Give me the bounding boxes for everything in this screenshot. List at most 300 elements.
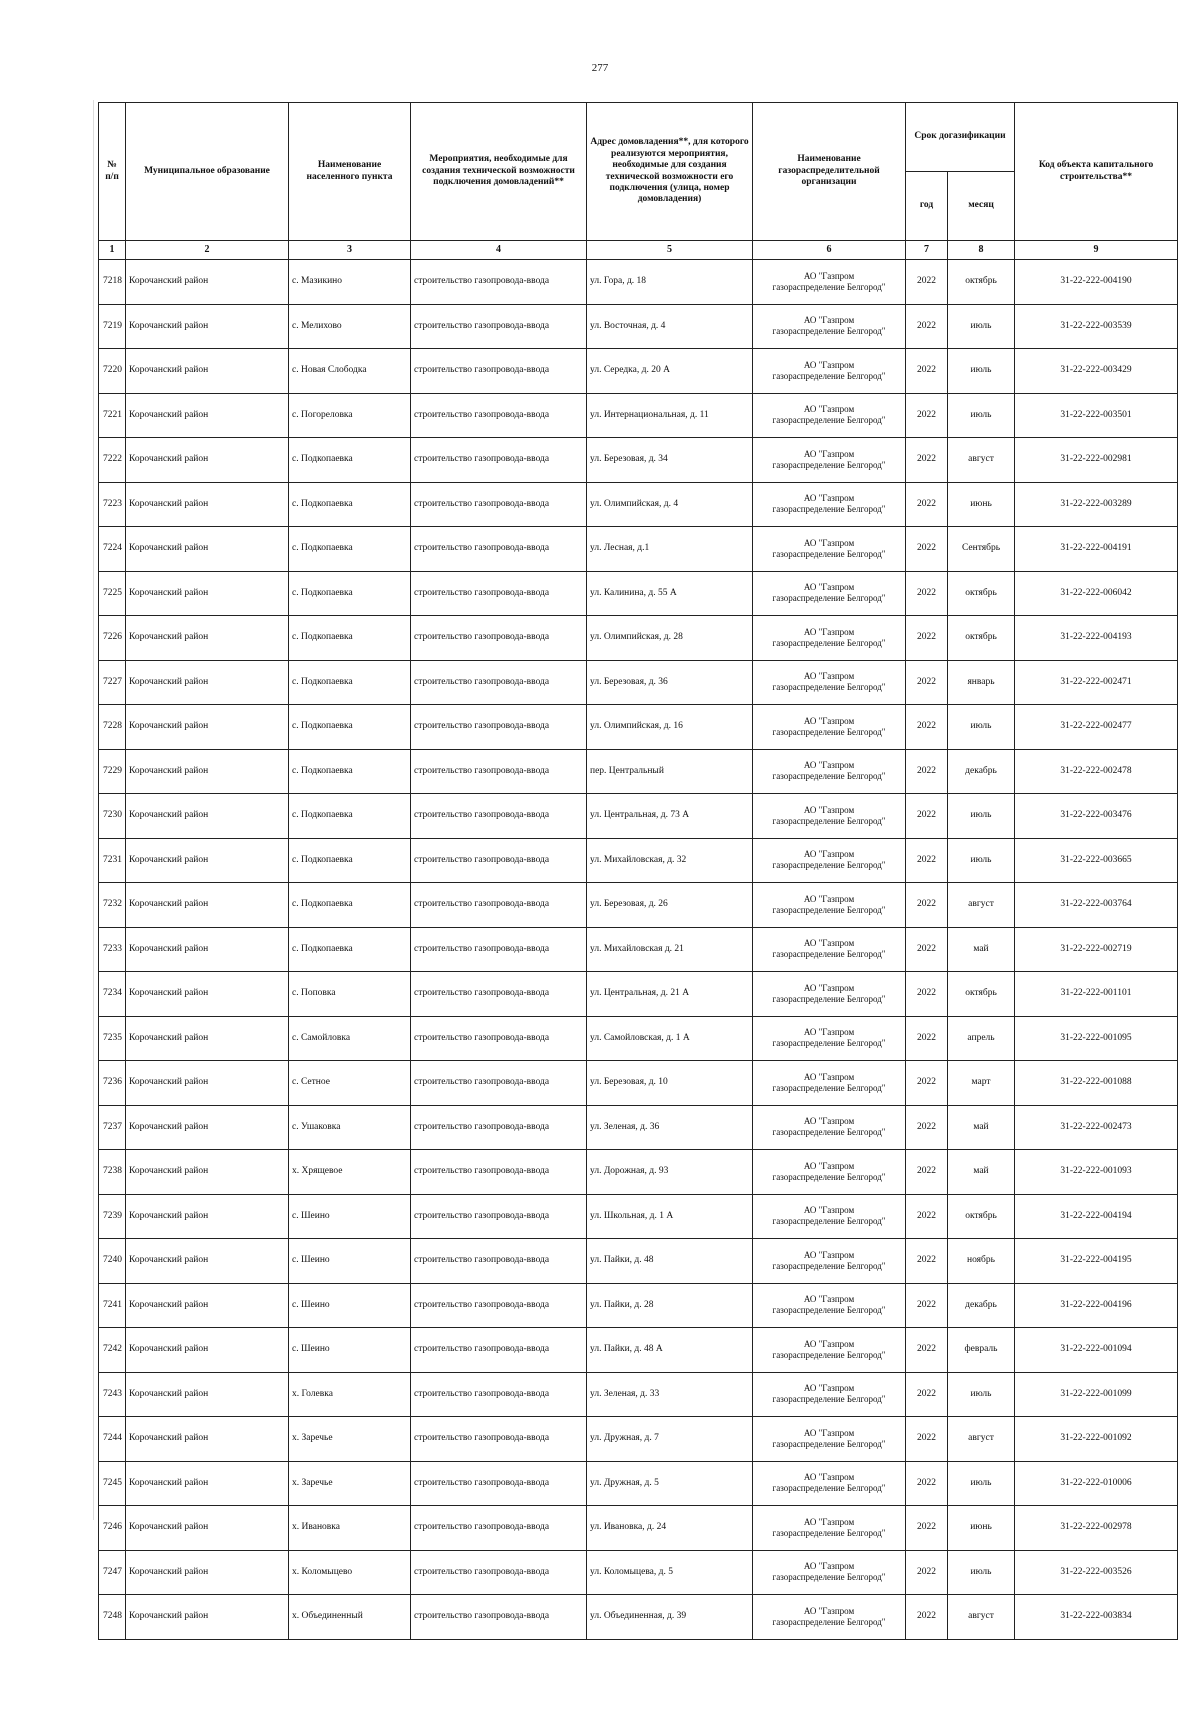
municipality-cell: Корочанский район — [126, 794, 289, 839]
org-cell — [753, 527, 906, 572]
year-cell: 2022 — [906, 660, 948, 705]
measure-cell: строительство газопровода-ввода — [411, 660, 587, 705]
org-name-line2: газораспределение Белгород" — [772, 726, 886, 737]
year-cell: 2022 — [906, 1506, 948, 1551]
row-number: 7224 — [99, 527, 126, 572]
year-cell: 2022 — [906, 349, 948, 394]
row-number: 7229 — [99, 749, 126, 794]
measure-cell: строительство газопровода-ввода — [411, 1283, 587, 1328]
settlement-cell: с. Подкопаевка — [289, 438, 411, 483]
month-cell: Сентябрь — [948, 527, 1015, 572]
org-cell — [753, 660, 906, 705]
table-row — [99, 482, 1178, 527]
org-name-line2: газораспределение Белгород" — [772, 993, 886, 1004]
org-name-line1: АО "Газпром — [803, 715, 855, 726]
municipality-cell: Корочанский район — [126, 1461, 289, 1506]
table-row — [99, 972, 1178, 1017]
settlement-cell: с. Подкопаевка — [289, 571, 411, 616]
org-name-line1: АО "Газпром — [803, 893, 855, 904]
settlement-cell: с. Подкопаевка — [289, 705, 411, 750]
year-cell: 2022 — [906, 438, 948, 483]
row-number: 7244 — [99, 1417, 126, 1462]
code-cell: 31-22-222-001095 — [1015, 1016, 1178, 1061]
code-cell: 31-22-222-002981 — [1015, 438, 1178, 483]
address-cell: ул. Зеленая, д. 33 — [587, 1372, 753, 1417]
column-number: 2 — [126, 241, 289, 260]
settlement-cell: с. Шеино — [289, 1283, 411, 1328]
org-name-line1: АО "Газпром — [803, 315, 855, 326]
column-number: 3 — [289, 241, 411, 260]
year-cell: 2022 — [906, 527, 948, 572]
year-cell: 2022 — [906, 838, 948, 883]
org-name-line2: газораспределение Белгород" — [772, 326, 886, 337]
org-cell — [753, 883, 906, 928]
org-name-line2: газораспределение Белгород" — [772, 1082, 886, 1093]
org-name-line2: газораспределение Белгород" — [772, 281, 886, 292]
measure-cell: строительство газопровода-ввода — [411, 527, 587, 572]
measure-cell: строительство газопровода-ввода — [411, 1372, 587, 1417]
municipality-cell: Корочанский район — [126, 571, 289, 616]
org-cell — [753, 1595, 906, 1640]
org-name-line1: АО "Газпром — [803, 1427, 855, 1438]
year-cell: 2022 — [906, 616, 948, 661]
month-cell: ноябрь — [948, 1239, 1015, 1284]
address-cell: ул. Центральная, д. 21 А — [587, 972, 753, 1017]
year-cell: 2022 — [906, 393, 948, 438]
address-cell: ул. Михайловская д. 21 — [587, 927, 753, 972]
settlement-cell: х. Коломыцево — [289, 1550, 411, 1595]
row-number: 7239 — [99, 1194, 126, 1239]
municipality-cell: Корочанский район — [126, 1550, 289, 1595]
settlement-cell: с. Подкопаевка — [289, 660, 411, 705]
table-body — [99, 260, 1178, 1640]
measure-cell: строительство газопровода-ввода — [411, 972, 587, 1017]
column-number: 6 — [753, 241, 906, 260]
year-cell: 2022 — [906, 571, 948, 616]
municipality-cell: Корочанский район — [126, 838, 289, 883]
municipality-cell: Корочанский район — [126, 304, 289, 349]
table-row — [99, 1105, 1178, 1150]
table-row — [99, 616, 1178, 661]
settlement-cell: с. Шеино — [289, 1328, 411, 1373]
code-cell: 31-22-222-004194 — [1015, 1194, 1178, 1239]
settlement-cell: с. Погореловка — [289, 393, 411, 438]
code-cell: 31-22-222-003764 — [1015, 883, 1178, 928]
org-name-line1: АО "Газпром — [803, 1383, 855, 1394]
municipality-cell: Корочанский район — [126, 1239, 289, 1284]
table-row — [99, 571, 1178, 616]
org-cell — [753, 571, 906, 616]
settlement-cell: с. Сетное — [289, 1061, 411, 1106]
row-number: 7230 — [99, 794, 126, 839]
org-cell — [753, 972, 906, 1017]
measure-cell: строительство газопровода-ввода — [411, 304, 587, 349]
address-cell: ул. Объединенная, д. 39 — [587, 1595, 753, 1640]
month-cell: август — [948, 883, 1015, 928]
year-cell: 2022 — [906, 1061, 948, 1106]
org-name-line1: АО "Газпром — [803, 270, 855, 281]
code-cell: 31-22-222-004196 — [1015, 1283, 1178, 1328]
org-name-line1: АО "Газпром — [803, 1160, 855, 1171]
code-cell: 31-22-222-004193 — [1015, 616, 1178, 661]
row-number: 7231 — [99, 838, 126, 883]
org-name-line2: газораспределение Белгород" — [772, 1127, 886, 1138]
address-cell: ул. Дружная, д. 7 — [587, 1417, 753, 1462]
org-name-line2: газораспределение Белгород" — [772, 949, 886, 960]
org-cell — [753, 1328, 906, 1373]
code-cell: 31-22-222-001099 — [1015, 1372, 1178, 1417]
column-numbers-row — [99, 241, 1178, 260]
org-name-line2: газораспределение Белгород" — [772, 815, 886, 826]
table-row — [99, 1239, 1178, 1284]
year-cell: 2022 — [906, 1239, 948, 1284]
org-name-line1: АО "Газпром — [803, 1605, 855, 1616]
month-cell: июнь — [948, 1506, 1015, 1551]
address-cell: ул. Олимпийская, д. 16 — [587, 705, 753, 750]
year-cell: 2022 — [906, 794, 948, 839]
month-cell: декабрь — [948, 1283, 1015, 1328]
table-row — [99, 794, 1178, 839]
org-name-line1: АО "Газпром — [803, 1338, 855, 1349]
municipality-cell: Корочанский район — [126, 438, 289, 483]
month-cell: май — [948, 927, 1015, 972]
month-cell: май — [948, 1150, 1015, 1195]
column-number: 7 — [906, 241, 948, 260]
org-name-line1: АО "Газпром — [803, 626, 855, 637]
org-cell — [753, 1417, 906, 1462]
year-cell: 2022 — [906, 1150, 948, 1195]
address-cell: ул. Калинина, д. 55 А — [587, 571, 753, 616]
municipality-cell: Корочанский район — [126, 527, 289, 572]
row-number: 7237 — [99, 1105, 126, 1150]
address-cell: ул. Лесная, д.1 — [587, 527, 753, 572]
settlement-cell: с. Самойловка — [289, 1016, 411, 1061]
address-cell: ул. Середка, д. 20 А — [587, 349, 753, 394]
month-cell: май — [948, 1105, 1015, 1150]
org-cell — [753, 1105, 906, 1150]
org-name-line1: АО "Газпром — [803, 1116, 855, 1127]
org-cell — [753, 438, 906, 483]
month-cell: август — [948, 438, 1015, 483]
month-cell: июль — [948, 1372, 1015, 1417]
settlement-cell: с. Мелихово — [289, 304, 411, 349]
month-cell: октябрь — [948, 616, 1015, 661]
year-cell: 2022 — [906, 1550, 948, 1595]
code-cell: 31-22-222-003834 — [1015, 1595, 1178, 1640]
table-row — [99, 260, 1178, 305]
settlement-cell: с. Поповка — [289, 972, 411, 1017]
org-name-line1: АО "Газпром — [803, 1027, 855, 1038]
code-cell: 31-22-222-003476 — [1015, 794, 1178, 839]
code-cell: 31-22-222-001088 — [1015, 1061, 1178, 1106]
settlement-cell: х. Голевка — [289, 1372, 411, 1417]
settlement-cell: с. Подкопаевка — [289, 527, 411, 572]
municipality-cell: Корочанский район — [126, 1150, 289, 1195]
settlement-cell: с. Подкопаевка — [289, 927, 411, 972]
municipality-cell: Корочанский район — [126, 482, 289, 527]
address-cell: ул. Зеленая, д. 36 — [587, 1105, 753, 1150]
year-cell: 2022 — [906, 883, 948, 928]
code-cell: 31-22-222-003526 — [1015, 1550, 1178, 1595]
org-cell — [753, 304, 906, 349]
month-cell: июль — [948, 1461, 1015, 1506]
org-name-line1: АО "Газпром — [803, 404, 855, 415]
month-cell: октябрь — [948, 972, 1015, 1017]
year-cell: 2022 — [906, 1283, 948, 1328]
org-name-line1: АО "Газпром — [803, 804, 855, 815]
header-address: Адрес домовладения**, для которого реализуются мероприятия, необходимые для создания технической возможности его подключения (улица, номер домовладения) — [587, 103, 753, 241]
address-cell: ул. Коломыцева, д. 5 — [587, 1550, 753, 1595]
municipality-cell: Корочанский район — [126, 1506, 289, 1551]
table-row — [99, 1283, 1178, 1328]
org-name-line2: газораспределение Белгород" — [772, 771, 886, 782]
row-number: 7240 — [99, 1239, 126, 1284]
month-cell: апрель — [948, 1016, 1015, 1061]
org-name-line1: АО "Газпром — [803, 1205, 855, 1216]
table-row — [99, 438, 1178, 483]
municipality-cell: Корочанский район — [126, 1283, 289, 1328]
row-number: 7222 — [99, 438, 126, 483]
month-cell: август — [948, 1417, 1015, 1462]
header-municipality: Муниципальное образование — [126, 103, 289, 241]
org-name-line2: газораспределение Белгород" — [772, 860, 886, 871]
org-name-line2: газораспределение Белгород" — [772, 682, 886, 693]
org-name-line2: газораспределение Белгород" — [772, 370, 886, 381]
org-name-line2: газораспределение Белгород" — [772, 1616, 886, 1627]
measure-cell: строительство газопровода-ввода — [411, 1328, 587, 1373]
header-settlement: Наименование населенного пункта — [289, 103, 411, 241]
org-name-line1: АО "Газпром — [803, 582, 855, 593]
address-cell: пер. Центральный — [587, 749, 753, 794]
table-row — [99, 660, 1178, 705]
address-cell: ул. Пайки, д. 48 — [587, 1239, 753, 1284]
year-cell: 2022 — [906, 749, 948, 794]
code-cell: 31-22-222-001101 — [1015, 972, 1178, 1017]
org-name-line2: газораспределение Белгород" — [772, 548, 886, 559]
address-cell: ул. Дорожная, д. 93 — [587, 1150, 753, 1195]
municipality-cell: Корочанский район — [126, 749, 289, 794]
table-row — [99, 1194, 1178, 1239]
municipality-cell: Корочанский район — [126, 705, 289, 750]
measure-cell: строительство газопровода-ввода — [411, 1150, 587, 1195]
org-name-line2: газораспределение Белгород" — [772, 1260, 886, 1271]
org-name-line1: АО "Газпром — [803, 671, 855, 682]
year-cell: 2022 — [906, 927, 948, 972]
settlement-cell: с. Новая Слободка — [289, 349, 411, 394]
table-row — [99, 1061, 1178, 1106]
year-cell: 2022 — [906, 1372, 948, 1417]
month-cell: январь — [948, 660, 1015, 705]
org-name-line1: АО "Газпром — [803, 849, 855, 860]
address-cell: ул. Центральная, д. 73 А — [587, 794, 753, 839]
year-cell: 2022 — [906, 1016, 948, 1061]
measure-cell: строительство газопровода-ввода — [411, 1417, 587, 1462]
row-number: 7247 — [99, 1550, 126, 1595]
row-number: 7248 — [99, 1595, 126, 1640]
org-name-line2: газораспределение Белгород" — [772, 415, 886, 426]
org-cell — [753, 1150, 906, 1195]
settlement-cell: с. Подкопаевка — [289, 482, 411, 527]
org-cell — [753, 749, 906, 794]
table-row — [99, 1328, 1178, 1373]
address-cell: ул. Интернациональная, д. 11 — [587, 393, 753, 438]
measure-cell: строительство газопровода-ввода — [411, 838, 587, 883]
org-name-line1: АО "Газпром — [803, 493, 855, 504]
org-cell — [753, 260, 906, 305]
org-cell — [753, 616, 906, 661]
year-cell: 2022 — [906, 1417, 948, 1462]
table-row — [99, 1595, 1178, 1640]
measure-cell: строительство газопровода-ввода — [411, 1194, 587, 1239]
measure-cell: строительство газопровода-ввода — [411, 482, 587, 527]
measure-cell: строительство газопровода-ввода — [411, 571, 587, 616]
table-row — [99, 749, 1178, 794]
header-code: Код объекта капитального строительства** — [1015, 103, 1178, 241]
table-row — [99, 527, 1178, 572]
org-name-line2: газораспределение Белгород" — [772, 1438, 886, 1449]
measure-cell: строительство газопровода-ввода — [411, 883, 587, 928]
org-name-line2: газораспределение Белгород" — [772, 593, 886, 604]
org-cell — [753, 1283, 906, 1328]
municipality-cell: Корочанский район — [126, 1328, 289, 1373]
month-cell: июль — [948, 349, 1015, 394]
column-number: 5 — [587, 241, 753, 260]
row-number: 7225 — [99, 571, 126, 616]
row-number: 7223 — [99, 482, 126, 527]
org-cell — [753, 1194, 906, 1239]
org-name-line1: АО "Газпром — [803, 537, 855, 548]
address-cell: ул. Березовая, д. 34 — [587, 438, 753, 483]
measure-cell: строительство газопровода-ввода — [411, 1595, 587, 1640]
column-number: 4 — [411, 241, 587, 260]
code-cell: 31-22-222-010006 — [1015, 1461, 1178, 1506]
measure-cell: строительство газопровода-ввода — [411, 1105, 587, 1150]
row-number: 7221 — [99, 393, 126, 438]
year-cell: 2022 — [906, 304, 948, 349]
org-name-line1: АО "Газпром — [803, 1561, 855, 1572]
org-cell — [753, 705, 906, 750]
header-num: № п/п — [99, 103, 126, 241]
municipality-cell: Корочанский район — [126, 1372, 289, 1417]
year-cell: 2022 — [906, 1328, 948, 1373]
code-cell: 31-22-222-002719 — [1015, 927, 1178, 972]
code-cell: 31-22-222-004190 — [1015, 260, 1178, 305]
org-cell — [753, 838, 906, 883]
measure-cell: строительство газопровода-ввода — [411, 616, 587, 661]
org-name-line2: газораспределение Белгород" — [772, 904, 886, 915]
org-name-line2: газораспределение Белгород" — [772, 1038, 886, 1049]
address-cell: ул. Дружная, д. 5 — [587, 1461, 753, 1506]
org-cell — [753, 1239, 906, 1284]
page-number: 277 — [591, 62, 609, 74]
measure-cell: строительство газопровода-ввода — [411, 393, 587, 438]
org-cell — [753, 482, 906, 527]
org-cell — [753, 1550, 906, 1595]
table-row — [99, 1016, 1178, 1061]
municipality-cell: Корочанский район — [126, 1061, 289, 1106]
org-name-line2: газораспределение Белгород" — [772, 1349, 886, 1360]
scan-artifact-line — [93, 100, 94, 1520]
municipality-cell: Корочанский район — [126, 616, 289, 661]
measure-cell: строительство газопровода-ввода — [411, 260, 587, 305]
municipality-cell: Корочанский район — [126, 393, 289, 438]
municipality-cell: Корочанский район — [126, 1417, 289, 1462]
settlement-cell: х. Объединенный — [289, 1595, 411, 1640]
org-name-line1: АО "Газпром — [803, 760, 855, 771]
org-name-line1: АО "Газпром — [803, 982, 855, 993]
month-cell: октябрь — [948, 1194, 1015, 1239]
org-name-line1: АО "Газпром — [803, 938, 855, 949]
code-cell: 31-22-222-004195 — [1015, 1239, 1178, 1284]
settlement-cell: х. Хрящевое — [289, 1150, 411, 1195]
measure-cell: строительство газопровода-ввода — [411, 1016, 587, 1061]
code-cell: 31-22-222-002471 — [1015, 660, 1178, 705]
org-cell — [753, 349, 906, 394]
row-number: 7220 — [99, 349, 126, 394]
org-cell — [753, 1372, 906, 1417]
header-term: Срок догазификации — [906, 103, 1015, 172]
row-number: 7236 — [99, 1061, 126, 1106]
org-name-line1: АО "Газпром — [803, 1472, 855, 1483]
org-cell — [753, 794, 906, 839]
year-cell: 2022 — [906, 972, 948, 1017]
measure-cell: строительство газопровода-ввода — [411, 1239, 587, 1284]
municipality-cell: Корочанский район — [126, 883, 289, 928]
year-cell: 2022 — [906, 705, 948, 750]
row-number: 7232 — [99, 883, 126, 928]
address-cell: ул. Ивановка, д. 24 — [587, 1506, 753, 1551]
year-cell: 2022 — [906, 1105, 948, 1150]
measure-cell: строительство газопровода-ввода — [411, 927, 587, 972]
settlement-cell: с. Ушаковка — [289, 1105, 411, 1150]
code-cell: 31-22-222-003539 — [1015, 304, 1178, 349]
code-cell: 31-22-222-002477 — [1015, 705, 1178, 750]
month-cell: июль — [948, 794, 1015, 839]
measure-cell: строительство газопровода-ввода — [411, 1461, 587, 1506]
address-cell: ул. Березовая, д. 10 — [587, 1061, 753, 1106]
month-cell: октябрь — [948, 571, 1015, 616]
municipality-cell: Корочанский район — [126, 1595, 289, 1640]
gasification-table — [98, 102, 1178, 1640]
table-row — [99, 838, 1178, 883]
code-cell: 31-22-222-001094 — [1015, 1328, 1178, 1373]
settlement-cell: с. Шеино — [289, 1239, 411, 1284]
org-name-line1: АО "Газпром — [803, 1294, 855, 1305]
code-cell: 31-22-222-002478 — [1015, 749, 1178, 794]
header-org: Наименование газораспределительной организации — [753, 103, 906, 241]
measure-cell: строительство газопровода-ввода — [411, 1061, 587, 1106]
code-cell: 31-22-222-001093 — [1015, 1150, 1178, 1195]
row-number: 7227 — [99, 660, 126, 705]
table-row — [99, 1150, 1178, 1195]
code-cell: 31-22-222-002978 — [1015, 1506, 1178, 1551]
measure-cell: строительство газопровода-ввода — [411, 749, 587, 794]
column-number: 8 — [948, 241, 1015, 260]
municipality-cell: Корочанский район — [126, 927, 289, 972]
row-number: 7238 — [99, 1150, 126, 1195]
settlement-cell: с. Подкопаевка — [289, 838, 411, 883]
org-name-line2: газораспределение Белгород" — [772, 504, 886, 515]
month-cell: март — [948, 1061, 1015, 1106]
row-number: 7218 — [99, 260, 126, 305]
settlement-cell: с. Мазикино — [289, 260, 411, 305]
table-row — [99, 1461, 1178, 1506]
settlement-cell: х. Заречье — [289, 1417, 411, 1462]
table-row — [99, 1550, 1178, 1595]
row-number: 7228 — [99, 705, 126, 750]
address-cell: ул. Пайки, д. 48 А — [587, 1328, 753, 1373]
municipality-cell: Корочанский район — [126, 260, 289, 305]
